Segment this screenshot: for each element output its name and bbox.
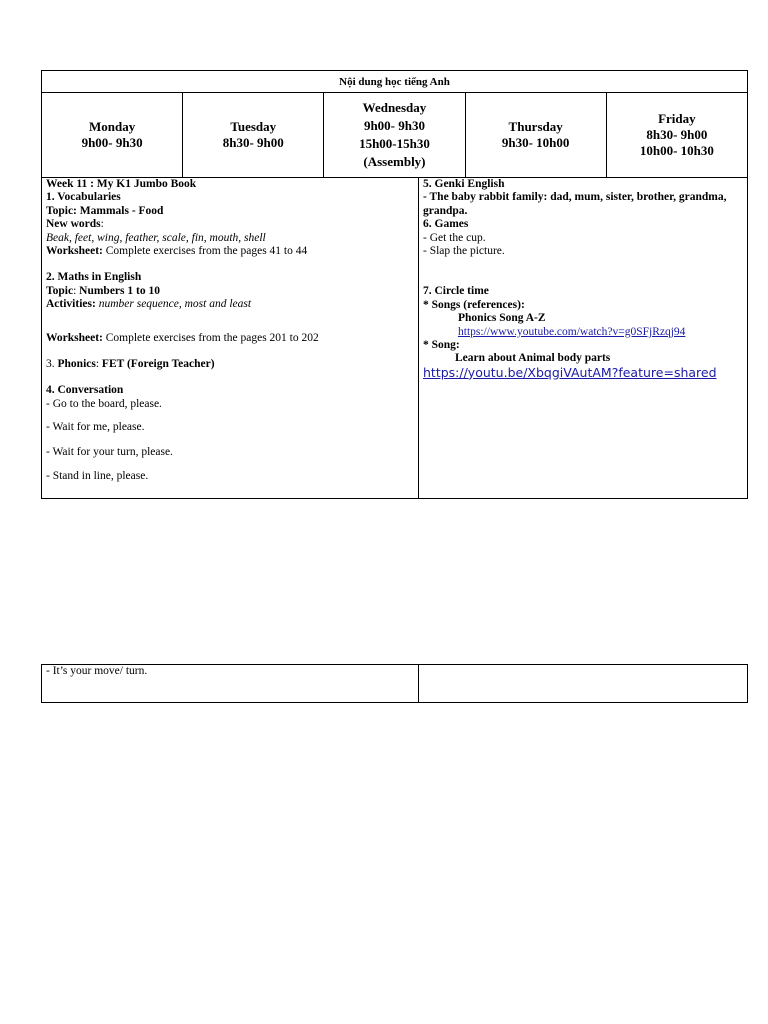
lesson-right-column [419, 178, 748, 499]
schedule-header-table [41, 70, 748, 178]
worksheet-text: Complete exercises from the pages 201 to 202 [102, 331, 319, 344]
continuation-left-cell [42, 665, 419, 703]
day-time: 9h30- 10h00 [501, 135, 570, 150]
phrase-item: - It’s your move/ turn. [46, 665, 148, 677]
phrase-item: - Stand in line, please. [46, 470, 149, 483]
day-name: Tuesday [230, 119, 277, 134]
activities-label: Activities: [46, 298, 96, 311]
day-time: 9h00- 9h30 [81, 135, 143, 150]
game-item: - Get the cup. [423, 231, 486, 244]
lesson-content-table [41, 177, 748, 499]
lesson-left-column [42, 178, 419, 499]
phonics-line [46, 358, 414, 371]
new-words-line [46, 218, 414, 231]
continuation-table [41, 664, 748, 703]
day-time: (Assembly) [363, 154, 426, 169]
week-heading: Week 11 : My K1 Jumbo Book [46, 178, 197, 190]
phrase-item: - Wait for your turn, please. [46, 445, 173, 458]
conversation-heading: 4. Conversation [46, 384, 124, 397]
vocabularies-heading: 1. Vocabularies [46, 191, 121, 204]
game-item: - Slap the picture. [423, 245, 505, 258]
phrase-item: - Wait for me, please. [46, 421, 145, 434]
activities-line [46, 298, 414, 311]
day-time: 8h30- 9h00 [222, 135, 284, 150]
song1-link[interactable]: https://www.youtube.com/watch?v=g0SFjRzqj94 [458, 325, 686, 338]
maths-topic-line [46, 285, 414, 298]
activities-value: number sequence, most and least [95, 298, 252, 311]
day-monday [42, 93, 183, 178]
day-name: Monday [88, 119, 136, 134]
new-words-label: New words [46, 218, 101, 231]
phonics-sep: : [95, 358, 102, 371]
day-name: Thursday [508, 119, 563, 134]
worksheet-text: Complete exercises from the pages 41 to 44 [102, 245, 308, 258]
vocabularies-topic: Topic: Mammals - Food [46, 204, 164, 217]
song2-title: Learn about Animal body parts [455, 352, 611, 365]
day-name: Friday [658, 111, 696, 126]
phonics-value: FET (Foreign Teacher) [101, 358, 215, 371]
day-wednesday [324, 93, 465, 178]
continuation-right-cell [419, 665, 748, 703]
day-thursday [465, 93, 606, 178]
day-time: 15h00-15h30 [359, 136, 430, 151]
song1-title: Phonics Song A-Z [458, 312, 546, 325]
day-time: 9h00- 9h30 [363, 118, 425, 133]
maths-heading: 2. Maths in English [46, 271, 142, 284]
day-friday [606, 93, 747, 178]
genki-heading: 5. Genki English [423, 178, 505, 190]
maths-topic-sep: : [73, 284, 80, 297]
day-tuesday [183, 93, 324, 178]
songs-references-label: * Songs (references): [423, 298, 525, 311]
maths-topic-value: Numbers 1 to 10 [79, 284, 160, 297]
song2-link[interactable]: https://youtu.be/XbqgiVAutAM?feature=shared [423, 364, 717, 380]
phonics-label: Phonics [57, 358, 96, 371]
table-title: Nội dung học tiếng Anh [42, 71, 748, 93]
maths-topic-label: Topic [46, 284, 74, 297]
day-name: Wednesday [362, 100, 427, 115]
song1-link-line [423, 326, 743, 339]
worksheet-label: Worksheet: [46, 331, 103, 344]
phonics-dot: . [51, 358, 58, 371]
worksheet-label: Worksheet: [46, 245, 103, 258]
day-time: 8h30- 9h00 [646, 127, 708, 142]
games-heading: 6. Games [423, 218, 469, 231]
new-words-colon: : [100, 218, 104, 231]
song-label: * Song: [423, 339, 460, 352]
day-time: 10h00- 10h30 [639, 143, 714, 158]
days-row [42, 93, 748, 178]
worksheet-line-2 [46, 332, 414, 345]
worksheet-line-1 [46, 245, 414, 258]
genki-text: - The baby rabbit family: dad, mum, sister, brother, grandma, grandpa. [423, 191, 727, 217]
song2-link-line [423, 366, 743, 381]
new-words-list: Beak, feet, wing, feather, scale, fin, mouth, shell [46, 231, 266, 244]
phonics-number: 3 [46, 358, 52, 371]
circle-time-heading: 7. Circle time [423, 285, 489, 298]
phrase-item: - Go to the board, please. [46, 397, 162, 410]
